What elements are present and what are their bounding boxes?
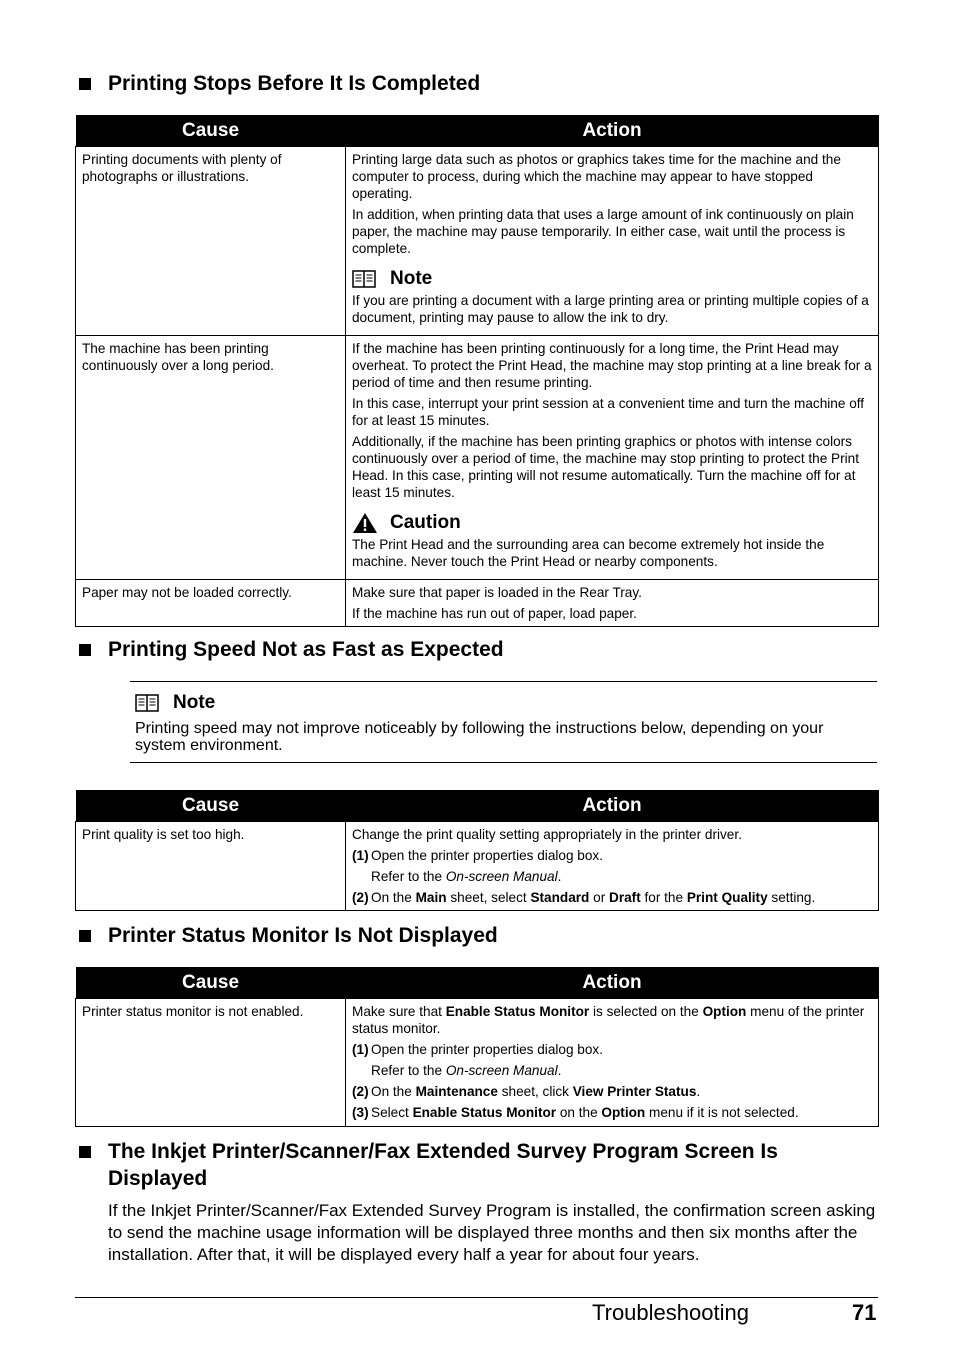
caution-label: Caution: [390, 512, 461, 533]
ui-term: Print Quality: [686, 890, 768, 905]
cause-cell: Printer status monitor is not enabled.: [76, 999, 346, 1127]
action-cell: [346, 147, 879, 336]
action-text: Additionally, if the machine has been printing graphics or photos with intense colors continuously over a period of time, the machine may stop printing to protect the Print Head. In this case, printing will not resume automatically. Turn the machine off for at least 15 minutes.: [352, 434, 860, 500]
step-text: [371, 1104, 799, 1121]
note-label: Note: [390, 268, 433, 289]
table-row: [76, 822, 879, 911]
section-heading-printing-speed: [0, 636, 954, 664]
cause-cell: Print quality is set too high.: [76, 822, 346, 911]
step-text: [371, 1083, 700, 1100]
ref-text: .: [557, 869, 562, 884]
bullet-square-icon: [79, 930, 91, 942]
cause-header: Cause: [76, 115, 346, 147]
text: setting.: [767, 890, 816, 905]
step-number: (1): [352, 848, 369, 863]
action-cell: [346, 822, 879, 911]
ui-term: Enable Status Monitor: [412, 1105, 557, 1120]
step-1: [352, 1041, 872, 1058]
book-note-icon: [352, 270, 376, 288]
action-text: Change the print quality setting appropriately in the printer driver.: [352, 827, 742, 842]
section-title-line-2: Displayed: [108, 1167, 208, 1190]
step-number: (2): [352, 890, 369, 905]
step-number: (2): [352, 1084, 369, 1099]
step-1: [352, 847, 872, 864]
text: or: [589, 890, 609, 905]
step-reference: [352, 868, 872, 885]
action-cell: [346, 580, 879, 627]
section-heading-status-monitor: [0, 922, 954, 950]
ui-term: Option: [702, 1004, 747, 1019]
step-2: [352, 889, 872, 906]
table-header-row: [76, 967, 879, 999]
cause-cell: The machine has been printing continuously over a long period.: [76, 336, 346, 580]
ui-term: View Printer Status: [572, 1084, 697, 1099]
printing-speed-table: [75, 790, 879, 911]
caution-text: The Print Head and the surrounding area can become extremely hot inside the machine. Never touch the Print Head or nearby components.: [352, 537, 825, 569]
manual-link: On-screen Manual: [445, 869, 558, 884]
action-text: Make sure that paper is loaded in the Rear Tray.: [352, 585, 642, 600]
text: On the: [371, 1084, 416, 1099]
step-number: (1): [352, 1042, 369, 1057]
action-cell: [346, 336, 879, 580]
action-text: In this case, interrupt your print session at a convenient time and turn the machine off for at least 15 minutes.: [352, 396, 865, 428]
text: is selected on the: [589, 1004, 703, 1019]
table-row: [76, 147, 879, 336]
cause-cell: Paper may not be loaded correctly.: [76, 580, 346, 627]
survey-body-text: If the Inkjet Printer/Scanner/Fax Extended Survey Program is installed, the confirmation screen asking to send the machine usage information will be displayed three months and then six months after the installation. After that, it will be displayed every half a year for about four years.: [108, 1201, 876, 1264]
text: sheet, click: [497, 1084, 573, 1099]
step-3: [352, 1104, 872, 1121]
action-header: Action: [346, 790, 879, 822]
text: on the: [556, 1105, 602, 1120]
cause-cell: Printing documents with plenty of photographs or illustrations.: [76, 147, 346, 336]
text: .: [696, 1084, 701, 1099]
section-title: Printing Stops Before It Is Completed: [108, 72, 481, 95]
cause-header: Cause: [76, 967, 346, 999]
footer-divider: [75, 1297, 878, 1298]
table-header-row: [76, 115, 879, 147]
note-text: If you are printing a document with a large printing area or printing multiple copies of a document, printing may pause to allow the ink to dry.: [352, 293, 869, 325]
action-header: Action: [346, 967, 879, 999]
table-row: [76, 999, 879, 1127]
ui-term: Main: [415, 890, 447, 905]
note-label: Note: [173, 692, 216, 713]
printing-stops-table: [75, 115, 879, 627]
table-row: [76, 336, 879, 580]
ui-term: Option: [601, 1105, 646, 1120]
note-text: Printing speed may not improve noticeably by following the instructions below, depending on your system environment.: [135, 720, 824, 754]
section-title-line-1: The Inkjet Printer/Scanner/Fax Extended Survey Program Screen Is: [108, 1140, 778, 1163]
action-cell: [346, 999, 879, 1127]
ui-term: Draft: [609, 890, 641, 905]
ui-term: Enable Status Monitor: [445, 1004, 590, 1019]
table-header-row: [76, 790, 879, 822]
text: Select: [371, 1105, 413, 1120]
step-text: Open the printer properties dialog box.: [371, 848, 603, 863]
bullet-square-icon: [79, 644, 91, 656]
step-text: [371, 889, 815, 906]
text: menu if it is not selected.: [645, 1105, 799, 1120]
text: Make sure that: [352, 1004, 446, 1019]
footer-page-number: 71: [852, 1300, 877, 1325]
book-note-icon: [135, 694, 159, 712]
action-text: In addition, when printing data that uses a large amount of ink continuously on plain paper, the machine may pause temporarily. In either case, wait until the process is complete.: [352, 207, 854, 256]
caution-heading: [352, 512, 872, 534]
status-monitor-table: [75, 967, 879, 1127]
section-title: Printer Status Monitor Is Not Displayed: [108, 924, 498, 947]
bullet-square-icon: [79, 78, 91, 90]
note-heading: [135, 692, 215, 714]
footer-section-name: Troubleshooting: [592, 1300, 749, 1325]
step-number: (3): [352, 1105, 369, 1120]
section-heading-printing-stops: [0, 70, 954, 98]
manual-link: On-screen Manual: [445, 1063, 558, 1078]
action-text: [352, 1003, 872, 1037]
cause-header: Cause: [76, 790, 346, 822]
text: for the: [640, 890, 687, 905]
table-row: [76, 580, 879, 627]
note-box: [130, 681, 877, 763]
action-text: Printing large data such as photos or graphics takes time for the machine and the computer to process, during which the machine may appear to have stopped operating.: [352, 152, 841, 201]
text: menu of the printer status monitor.: [352, 1004, 865, 1036]
ref-text: .: [557, 1063, 562, 1078]
step-text: Open the printer properties dialog box.: [371, 1042, 603, 1057]
ui-term: Maintenance: [415, 1084, 498, 1099]
ref-text: Refer to the: [371, 869, 446, 884]
text: sheet, select: [446, 890, 531, 905]
step-2: [352, 1083, 872, 1100]
section-title: Printing Speed Not as Fast as Expected: [108, 638, 504, 661]
section-heading-survey-program: [0, 1138, 954, 1194]
ui-term: Standard: [530, 890, 590, 905]
warning-icon: [352, 512, 378, 534]
note-heading: [352, 268, 872, 290]
ref-text: Refer to the: [371, 1063, 446, 1078]
action-text: If the machine has run out of paper, load paper.: [352, 606, 637, 621]
text: On the: [371, 890, 416, 905]
bullet-square-icon: [79, 1146, 91, 1158]
action-header: Action: [346, 115, 879, 147]
action-text: If the machine has been printing continuously for a long time, the Print Head may overheat. To protect the Print Head, the machine may stop printing at a line break for a period of time and then resume printing.: [352, 341, 872, 390]
step-reference: [352, 1062, 872, 1079]
